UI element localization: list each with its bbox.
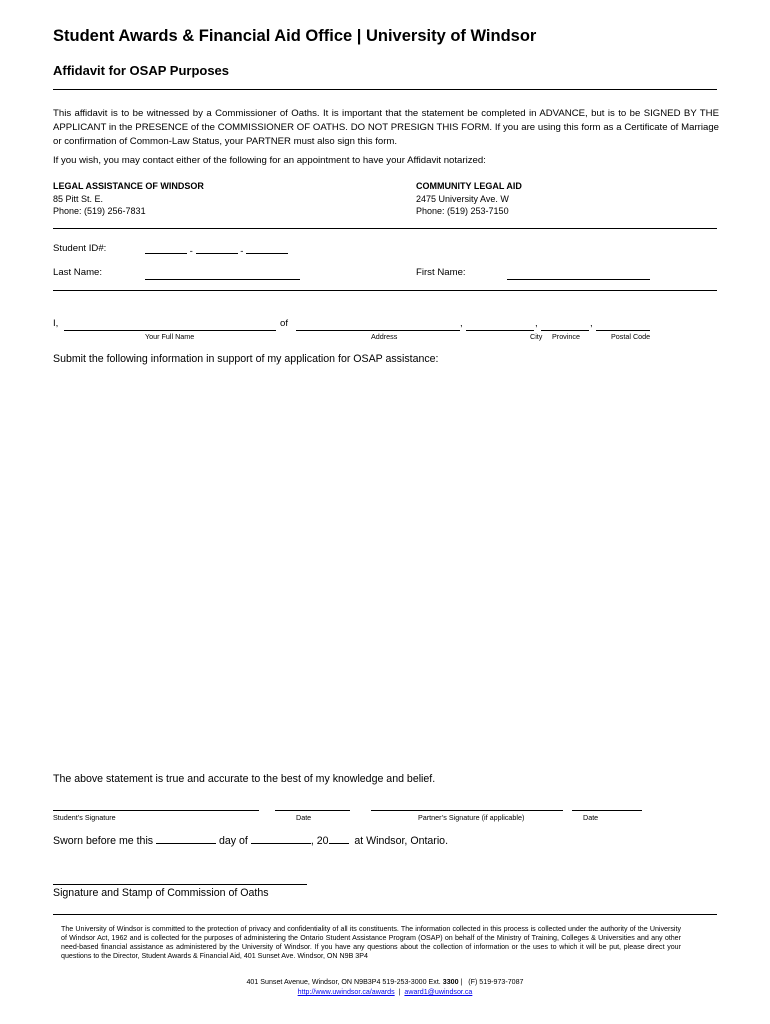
student-id-part-2[interactable] [196,243,238,254]
student-id-label: Student ID#: [53,243,107,254]
header-divider [53,89,717,90]
sworn-text-2: day of [219,835,248,847]
student-divider [53,290,717,291]
sworn-line [53,833,448,847]
comma: , [535,318,538,329]
footer-ext: 3300 [442,978,459,986]
footer-fax: (F) 519-973-7087 [468,978,524,986]
contact-community-legal-aid [416,180,522,218]
partner-date-line[interactable] [572,810,642,811]
province-caption: Province [552,332,580,341]
student-date-caption: Date [296,813,312,822]
student-date-line[interactable] [275,810,350,811]
statement-area[interactable] [53,372,717,762]
comma: , [460,318,463,329]
contact-phone: Phone: (519) 253-7150 [416,206,509,216]
website-link[interactable]: http://www.uwindsor.ca/awards [297,988,395,996]
page-title: Student Awards & Financial Aid Office | University of Windsor [53,27,537,45]
contact-legal-assistance [53,180,204,218]
student-signature-caption: Student’s Signature [53,813,116,822]
last-name-field[interactable] [145,267,300,285]
full-name-caption: Your Full Name [145,332,195,341]
footer-sep: | [398,988,401,996]
postal-code-caption: Postal Code [611,332,651,341]
commission-signature-line[interactable] [53,884,307,885]
address-caption: Address [371,332,398,341]
privacy-notice: The University of Windsor is committed to the protection of privacy and confidentiality of all its constituents. The information collected in this process is collected under the authority of the University of Windsor Act, 1962 and is collected for the purposes of administering the Ontario Student Assistance Program (OSAP) on behalf of the Ministry of Training, Colleges & Universities and any other need-based financial assistance as administered by the University of Windsor. If you have any questions about the collection of information or the uses to which it will be put, please direct your questions to the Director, Student Awards & Financial Aid, 401 Sunset Ave. Windsor, ON N9B 3P4 [61,925,681,960]
student-id-part-1[interactable] [145,243,187,254]
student-id-separator: - [240,246,244,257]
first-name-field[interactable] [507,267,650,285]
truth-statement: The above statement is true and accurate to the best of my knowledge and belief. [53,773,436,785]
contact-instructions: If you wish, you may contact either of the following for an appointment to have your Affidavit notarized: [53,155,486,166]
sworn-text-3: , 20 [310,835,329,847]
contact-address: 2475 University Ave. W [416,193,509,204]
sworn-month-field[interactable] [251,833,311,844]
comma: , [590,318,593,329]
contact-address: 85 Pitt St. E. [53,193,104,204]
footer-divider [53,914,717,915]
partner-signature-caption: Partner’s Signature (if applicable) [418,813,525,822]
sworn-text-1: Sworn before me this [53,835,154,847]
declaration-of: of [280,318,289,329]
last-name-label: Last Name: [53,267,103,278]
footer-sep: | [460,978,463,986]
contact-name: LEGAL ASSISTANCE OF WINDSOR [53,181,204,191]
contact-phone: Phone: (519) 256-7831 [53,206,146,216]
student-id-field[interactable] [145,243,288,257]
city-field[interactable] [466,318,534,336]
declaration-i: I, [53,318,59,329]
footer-address: 401 Sunset Avenue, Windsor, ON N9B3P4 519-253-3000 Ext. [246,978,441,986]
city-caption: City [530,332,543,341]
contacts-divider [53,228,717,229]
footer-address-line [0,978,770,986]
intro-paragraph: This affidavit is to be witnessed by a Commissioner of Oaths. It is important that the statement be completed in ADVANCE, but is to be SIGNED BY THE APPLICANT in the PRESENCE of the COMMISSIONER OF OATHS. DO NOT PRESIGN THIS FORM. If you are using this form as a Certificate of Marriage or confirmation of Common-Law Status, your PARTNER must also sign this form. [53,108,719,147]
sworn-year-field[interactable] [329,833,349,844]
student-signature-line[interactable] [53,810,259,811]
partner-signature-line[interactable] [371,810,563,811]
sworn-text-4: at Windsor, Ontario. [354,835,449,847]
sworn-day-field[interactable] [156,833,216,844]
contact-name: COMMUNITY LEGAL AID [416,181,522,191]
email-link[interactable]: award1@uwindsor.ca [404,988,473,996]
commission-caption: Signature and Stamp of Commission of Oaths [53,887,269,899]
student-id-separator: - [189,246,193,257]
submit-instructions: Submit the following information in support of my application for OSAP assistance: [53,353,439,365]
student-id-part-3[interactable] [246,243,288,254]
partner-date-caption: Date [583,813,599,822]
footer-links-line [0,988,770,996]
first-name-label: First Name: [416,267,466,278]
form-title: Affidavit for OSAP Purposes [53,63,230,78]
